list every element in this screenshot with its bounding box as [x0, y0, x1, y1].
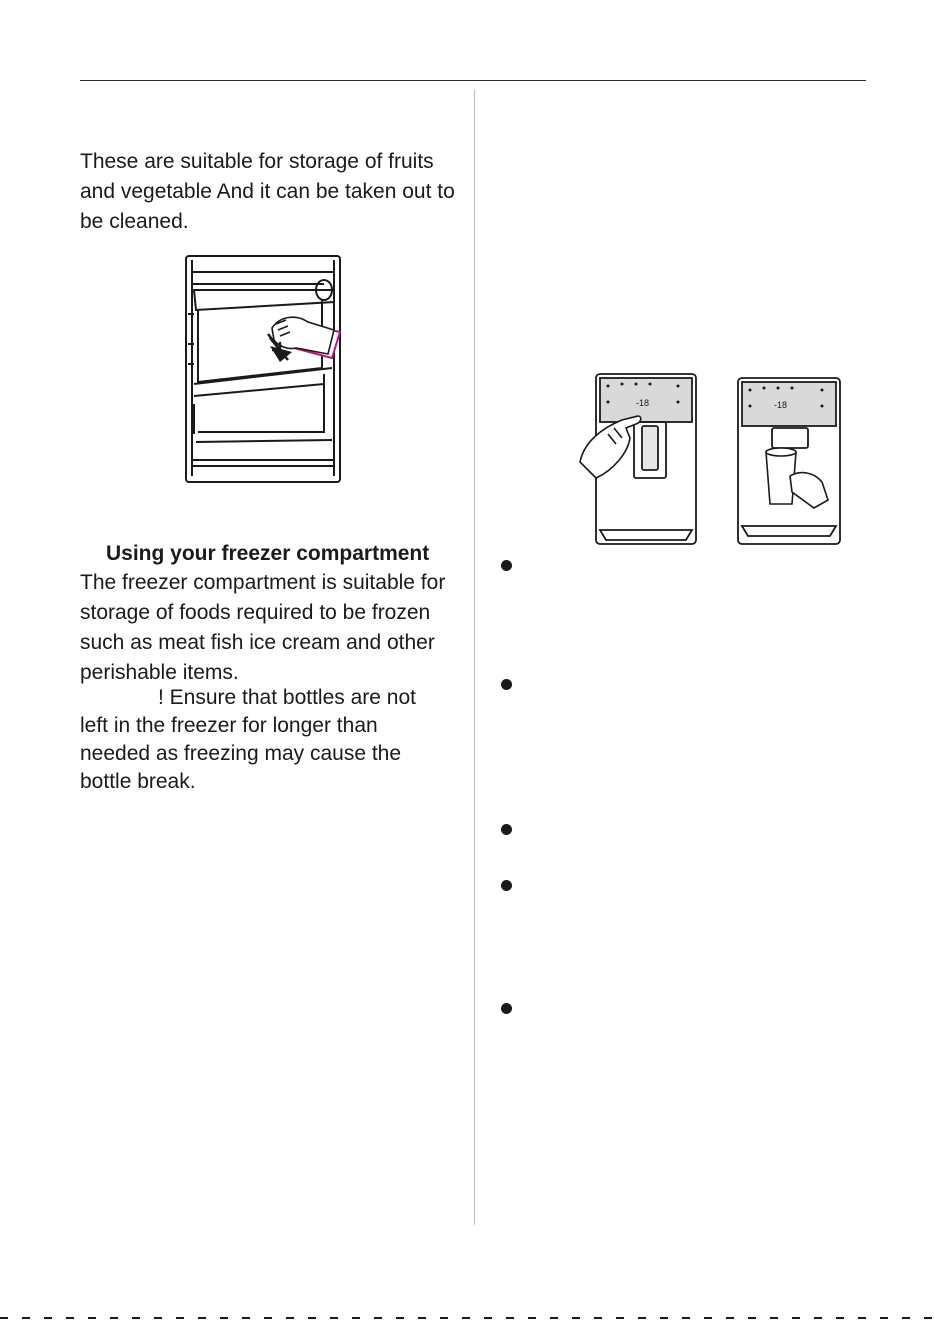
bullet-5: [501, 1003, 512, 1014]
warning-line-1: ! Ensure that bottles are not: [158, 686, 416, 709]
crisper-description: These are suitable for storage of fruits and vegetable And it can be taken out to be cleaned.: [80, 150, 455, 233]
bullet-3: [501, 824, 512, 835]
bullet-1: [501, 560, 512, 571]
header-rule: [80, 80, 866, 81]
warning-line-2: left in the freezer for longer than: [80, 714, 378, 737]
display-readout-left: -18: [636, 398, 650, 408]
warning-line-4: bottle break.: [80, 770, 196, 793]
column-divider: [474, 90, 475, 1225]
bullet-4: [501, 880, 512, 891]
freezer-heading: Using your freezer compartment: [106, 542, 430, 565]
warning-line-3: needed as freezing may cause the: [80, 742, 402, 765]
bullet-2: [501, 679, 512, 690]
display-readout-right: -18: [774, 400, 788, 410]
footer-scan-artifact: [0, 1316, 934, 1321]
freezer-description: The freezer compartment is suitable for storage of foods required to be frozen such as meat fish ice cream and other perishable items.: [80, 571, 446, 684]
water-dispenser-illustration: [578, 372, 858, 550]
crisper-drawer-illustration: [184, 254, 344, 486]
